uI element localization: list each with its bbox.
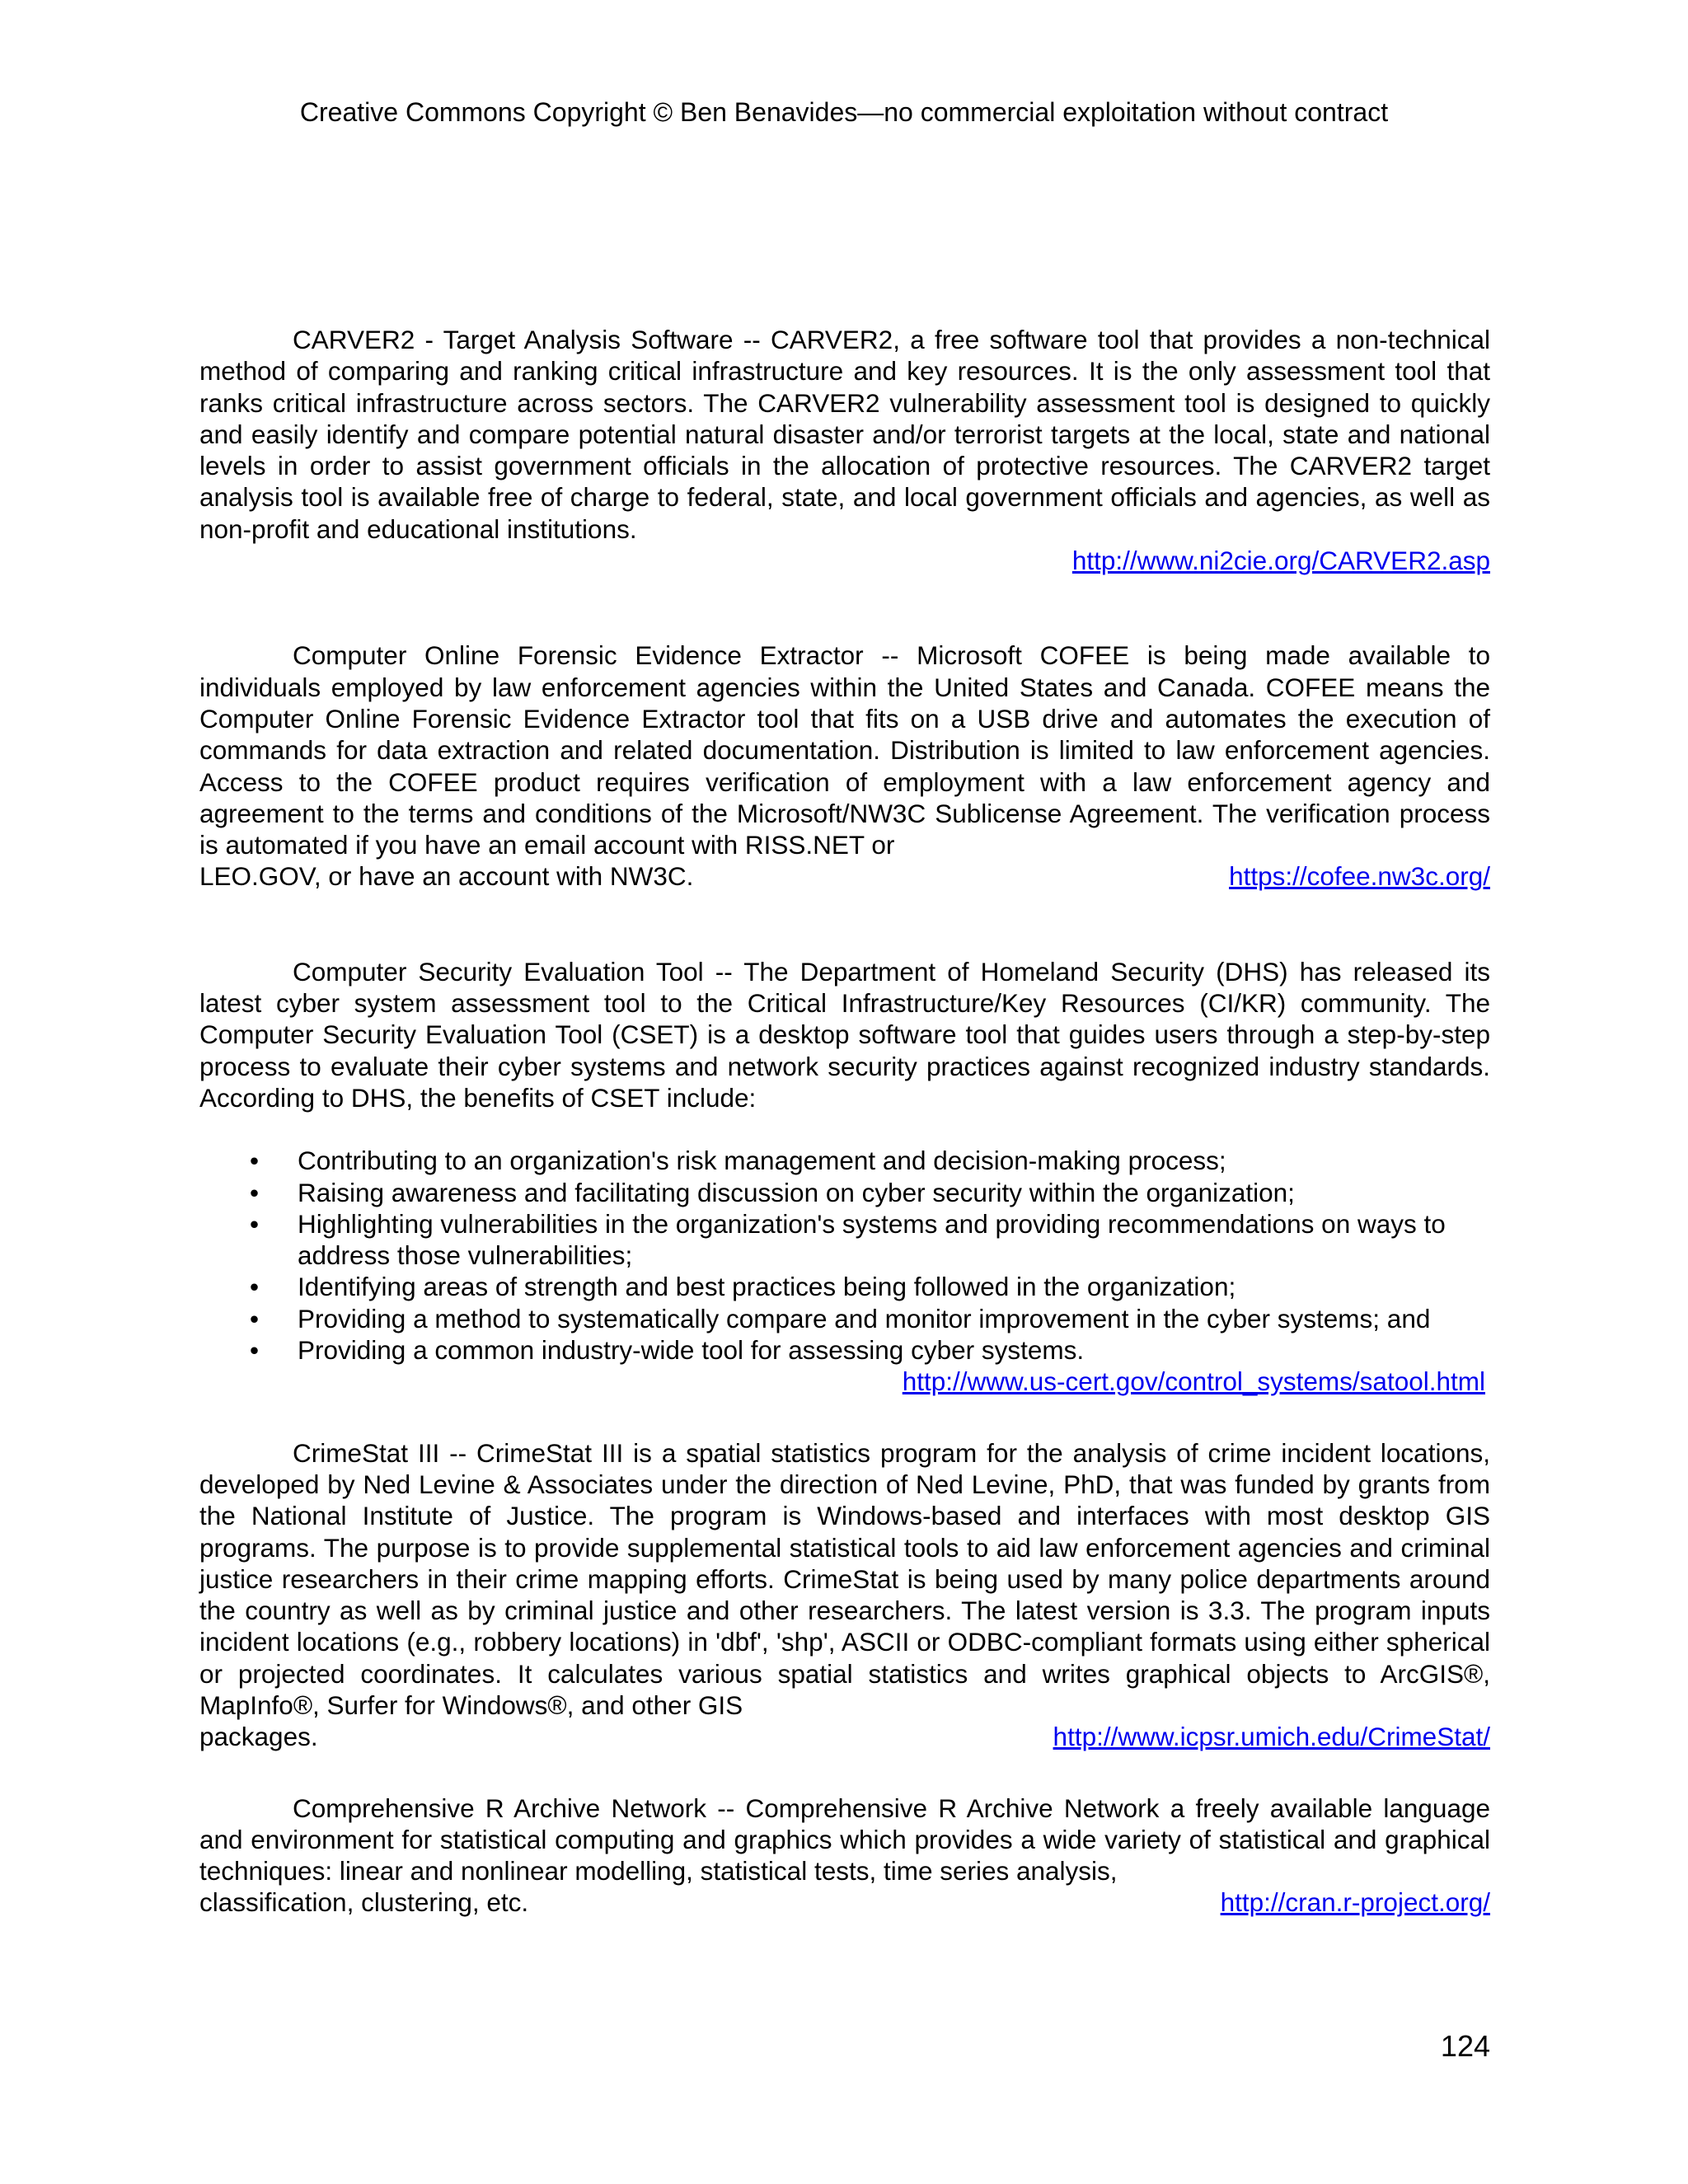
entry-cran [199, 1793, 1490, 1919]
entry-body: CrimeStat III -- CrimeStat III is a spatial statistics program for the analysis of crime incident locations, developed by Ned Levine & Associates under the direction of Ned Levine, PhD, that was funded by grants from the National Institute of Justice. The program is Windows-based and interfaces with most desktop GIS programs. The purpose is to provide supplemental statistical tools to aid law enforcement agencies and criminal justice researchers in their crime mapping efforts. CrimeStat is being used by many police departments around the country as well as by criminal justice and other researchers. The latest version is 3.3. The program inputs incident locations (e.g., robbery locations) in 'dbf', 'shp', ASCII or ODBC-compliant formats using either spherical or projected coordinates. It calculates various spatial statistics and writes graphical objects to ArcGIS®, MapInfo®, Surfer for Windows®, and other GIS [199, 1437, 1490, 1720]
entry-cofee [199, 640, 1490, 892]
entry-body-end: classification, clustering, etc. [199, 1887, 529, 1918]
entry-body-end: LEO.GOV, or have an account with NW3C. [199, 861, 694, 892]
cran-link[interactable]: http://cran.r-project.org/ [1220, 1887, 1490, 1918]
entry-body: Comprehensive R Archive Network -- Comprehensive R Archive Network a freely available language and environment for statistical computing and graphics which provides a wide variety of statistical and graphical techniques: linear and nonlinear modelling, statistical tests, time series analysis, [199, 1793, 1490, 1886]
carver2-link[interactable]: http://www.ni2cie.org/CARVER2.asp [1071, 546, 1490, 576]
list-item: • Providing a common industry-wide tool for assessing cyber systems. [199, 1334, 1490, 1366]
entry-body: CARVER2 - Target Analysis Software -- CARVER2, a free software tool that provides a non-technical method of comparing and ranking critical infrastructure and key resources. It is the only assessment tool that ranks critical infrastructure across sectors. The CARVER2 vulnerability assessment tool is designed to quickly and easily identify and compare potential natural disaster and/or terrorist targets at the local, state and national levels in order to assist government officials in the allocation of protective resources. The CARVER2 target analysis tool is available free of charge to federal, state, and local government officials and agencies, as well as non-profit and educational institutions. [199, 325, 1490, 544]
entry-carver2 [199, 324, 1490, 576]
page-number: 124 [1440, 2029, 1490, 2063]
entry-last-line [199, 860, 1490, 892]
copyright-header: Creative Commons Copyright © Ben Benavides—no commercial exploitation without contract [299, 97, 1389, 127]
list-item: • Identifying areas of strength and best practices being followed in the organization; [199, 1271, 1490, 1302]
entry-cset [199, 956, 1490, 1398]
list-item: • Highlighting vulnerabilities in the organization's systems and providing recommendations on ways to address those vulnerabilities; [199, 1208, 1490, 1272]
entry-body-end: packages. [199, 1722, 318, 1752]
cset-link[interactable]: http://www.us-cert.gov/control_systems/satool.html [902, 1366, 1485, 1397]
cofee-link[interactable]: https://cofee.nw3c.org/ [1229, 861, 1490, 892]
entry-body: Computer Security Evaluation Tool -- The Department of Homeland Security (DHS) has released its latest cyber system assessment tool to the Critical Infrastructure/Key Resources (CI/KR) community. The Computer Security Evaluation Tool (CSET) is a desktop software tool that guides users through a step-by-step process to evaluate their cyber systems and network security practices against recognized industry standards. According to DHS, the benefits of CSET include: [199, 956, 1490, 1113]
list-item: • Raising awareness and facilitating discussion on cyber security within the organization; [199, 1177, 1490, 1208]
document-body [199, 324, 1490, 1919]
cset-benefits-list [199, 1145, 1490, 1366]
entry-last-line [199, 1886, 1490, 1918]
list-item: • Providing a method to systematically compare and monitor improvement in the cyber systems; and [199, 1303, 1490, 1334]
entry-crimestat [199, 1437, 1490, 1753]
entry-last-line [199, 1721, 1490, 1752]
crimestat-link[interactable]: http://www.icpsr.umich.edu/CrimeStat/ [1053, 1722, 1490, 1752]
entry-body: Computer Online Forensic Evidence Extractor -- Microsoft COFEE is being made available to individuals employed by law enforcement agencies within the United States and Canada. COFEE means the Computer Online Forensic Evidence Extractor tool that fits on a USB drive and automates the execution of commands for data extraction and related documentation. Distribution is limited to law enforcement agencies. Access to the COFEE product requires verification of employment with a law enforcement agency and agreement to the terms and conditions of the Microsoft/NW3C Sublicense Agreement. The verification process is automated if you have an email account with RISS.NET or [199, 640, 1490, 860]
list-item: • Contributing to an organization's risk management and decision-making process; [199, 1145, 1490, 1176]
